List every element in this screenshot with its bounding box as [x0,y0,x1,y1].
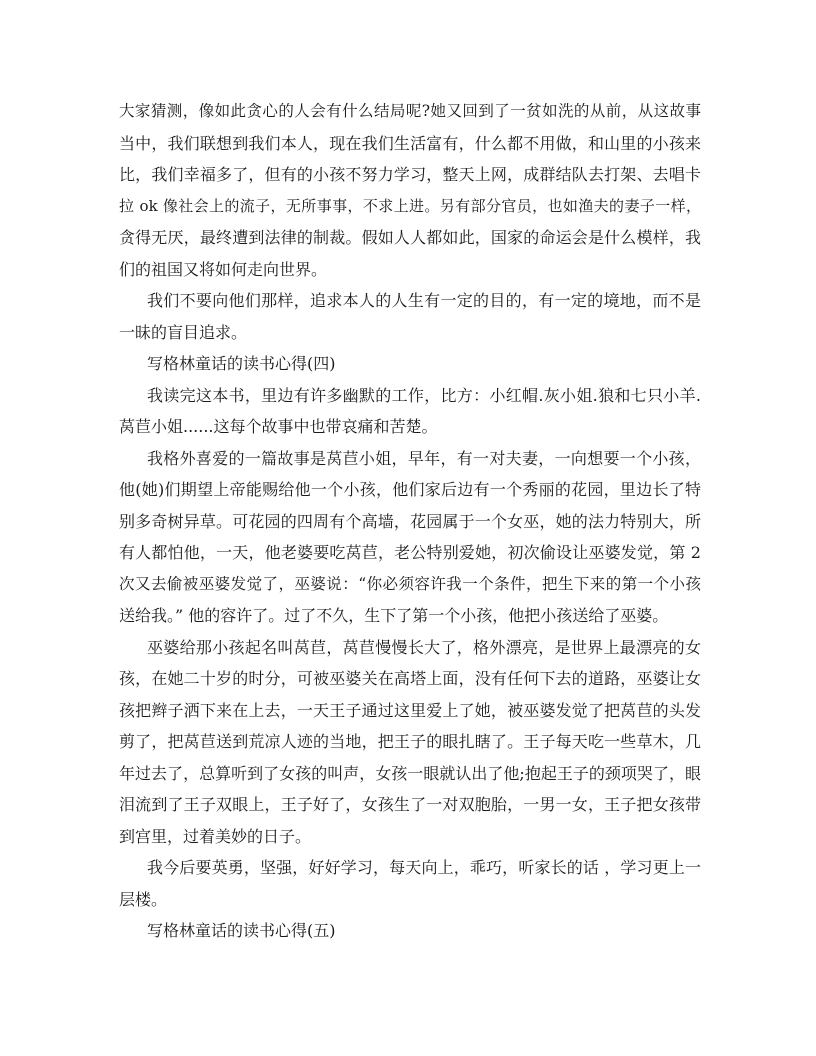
section-heading: 写格林童话的读书心得(五) [147,921,336,940]
text-line: 一昧的盲目追求。 [119,322,248,342]
text-line: 莴苣小姐......这每个故事中也带哀痛和苦楚。 [119,417,438,436]
text-line: 我今后要英勇，坚强，好好学习，每天向上，乖巧，听家长的话 ，学习更上一 [147,858,701,877]
text-line: 拉 ok 像社会上的流子，无所事事，不求上进。另有部分官员，也如渔夫的妻子一样， [119,196,701,215]
text-line: 层楼。 [119,889,168,909]
text-line: 巫婆给那小孩起名叫莴苣，莴苣慢慢长大了，格外漂亮，是世界上最漂亮的女 [147,637,701,657]
text-line: 次又去偷被巫婆发觉了，巫婆说：“你必须容许我一个条件，把生下来的第一个小孩 [119,574,701,593]
text-line: 别多奇树异草。可花园的四周有个高墙，花园属于一个女巫，她的法力特别大，所 [119,511,701,531]
text-line: 贪得无厌，最终遭到法律的制裁。假如人人都如此，国家的命运会是什么模样，我 [119,228,701,247]
text-line: 当中，我们联想到我们本人，现在我们生活富有，什么都不用做，和山里的小孩来 [119,133,701,153]
section-heading: 写格林童话的读书心得(四) [147,354,336,373]
text-line: 年过去了，总算听到了女孩的叫声，女孩一眼就认出了他;抱起王子的颈项哭了，眼 [119,763,701,783]
text-line: 到宫里，过着美妙的日子。 [119,826,312,846]
text-line: 我们不要向他们那样，追求本人的人生有一定的目的，有一定的境地，而不是 [147,291,701,310]
document-body [119,96,701,947]
text-line: 们的祖国又将如何走向世界。 [119,259,328,279]
text-line: 孩，在她二十岁的时分，可被巫婆关在高塔上面，没有任何下去的道路，巫婆让女 [119,669,701,688]
text-line: 剪了，把莴苣送到荒凉人迹的当地，把王子的眼扎瞎了。王子每天吃一些草木，几 [119,732,701,751]
text-line: 比，我们幸福多了，但有的小孩不努力学习，整天上网，成群结队去打架、去唱卡 [119,165,701,184]
text-line: 我读完这本书，里边有许多幽默的工作，比方：小红帽.灰小姐.狼和七只小羊. [147,385,701,405]
text-line: 我格外喜爱的一篇故事是莴苣小姐，早年，有一对夫妻，一向想要一个小孩， [147,448,701,468]
text-line: 泪流到了王子双眼上，王子好了，女孩生了一对双胞胎，一男一女，王子把女孩带 [119,795,701,814]
text-line: 大家猜测，像如此贪心的人会有什么结局呢?她又回到了一贫如洗的从前，从这故事 [119,102,701,120]
text-line: 孩把辫子洒下来在上去，一天王子通过这里爱上了她，被巫婆发觉了把莴苣的头发 [119,700,701,720]
text-line: 他(她)们期望上帝能赐给他一个小孩，他们家后边有一个秀丽的花园，里边长了特 [119,480,701,499]
text-line: 有人都怕他，一天，他老婆要吃莴苣，老公特别爱她，初次偷设让巫婆发觉，第 2 [119,543,701,562]
text-line: 送给我。” 他的容许了。过了不久，生下了第一个小孩，他把小孩送给了巫婆。 [119,606,669,625]
